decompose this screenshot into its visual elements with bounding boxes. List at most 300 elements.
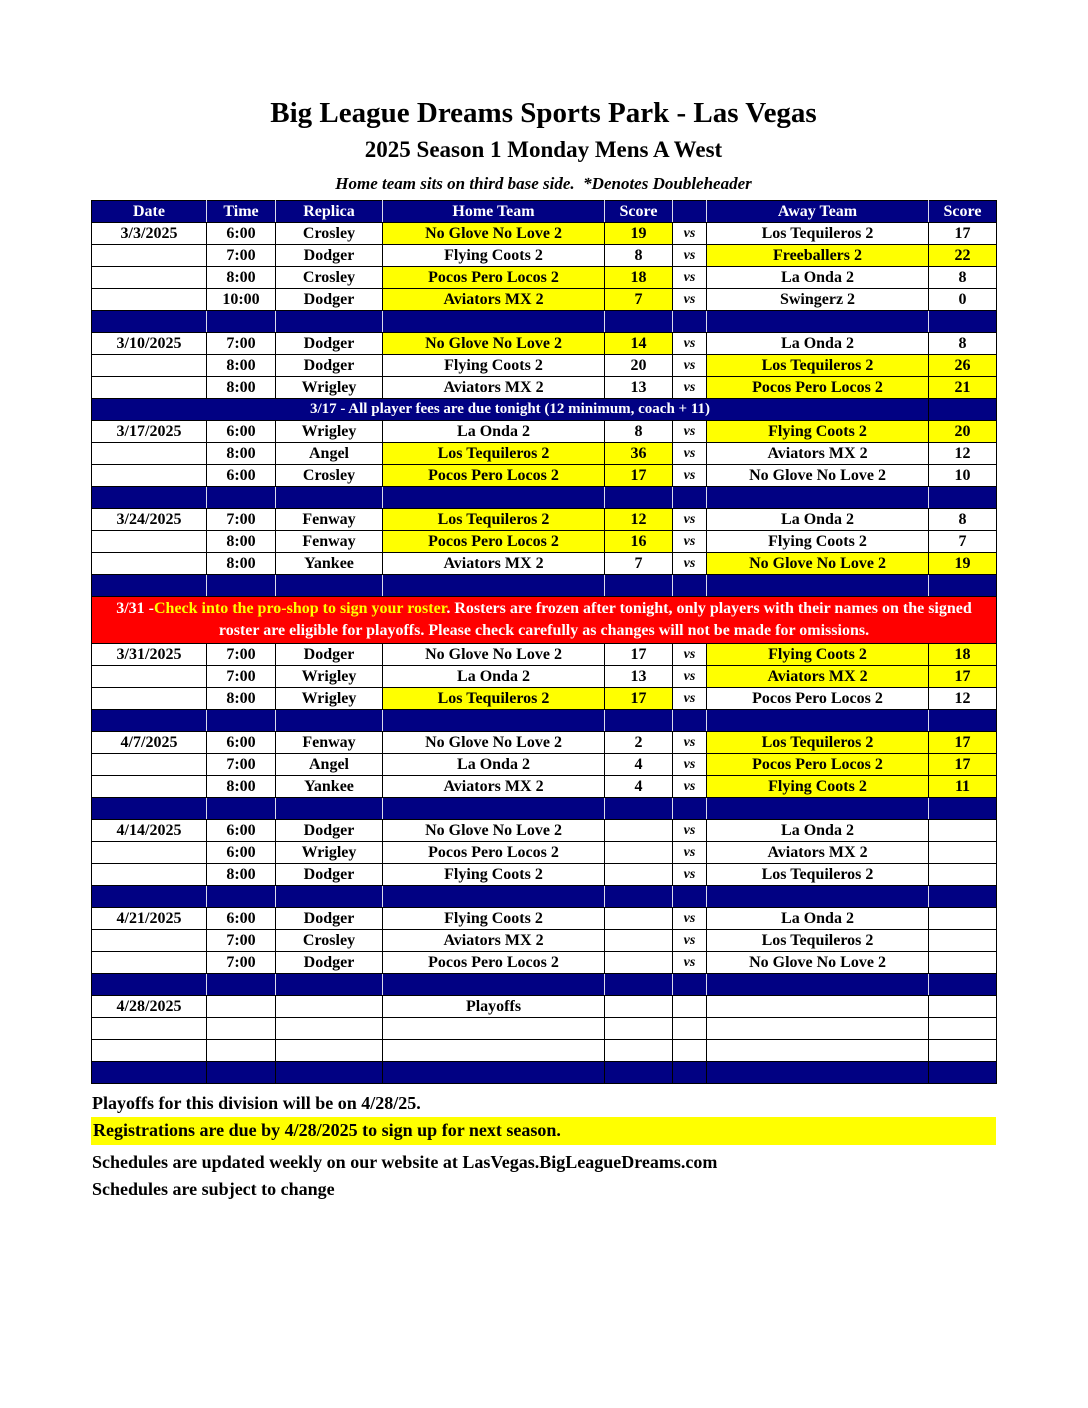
spacer-cell — [605, 973, 673, 995]
time-cell: 7:00 — [207, 643, 276, 665]
spacer-cell — [929, 1061, 997, 1083]
away-team-cell: Pocos Pero Locos 2 — [707, 753, 929, 775]
vs-cell: vs — [673, 354, 707, 376]
time-cell: 8:00 — [207, 775, 276, 797]
replica-cell: Dodger — [276, 643, 383, 665]
spacer-cell — [383, 885, 605, 907]
replica-cell: Wrigley — [276, 665, 383, 687]
away-team-cell: Los Tequileros 2 — [707, 863, 929, 885]
time-cell: 7:00 — [207, 951, 276, 973]
footer-playoffs-note: Playoffs for this division will be on 4/28/25. — [92, 1092, 421, 1113]
date-cell — [92, 244, 207, 266]
time-cell: 7:00 — [207, 244, 276, 266]
separator-row — [92, 310, 997, 332]
date-cell: 4/14/2025 — [92, 819, 207, 841]
away-score-cell: 19 — [929, 552, 997, 574]
header-cell: Home Team — [383, 200, 605, 222]
spacer-cell — [383, 709, 605, 731]
spacer-cell — [207, 486, 276, 508]
game-row — [92, 687, 997, 709]
time-cell: 8:00 — [207, 863, 276, 885]
spacer-cell — [92, 797, 207, 819]
time-cell: 8:00 — [207, 552, 276, 574]
date-cell — [92, 863, 207, 885]
spacer-cell — [707, 310, 929, 332]
spacer-cell — [605, 797, 673, 819]
spacer-cell — [929, 885, 997, 907]
away-team-cell: La Onda 2 — [707, 819, 929, 841]
away-team-cell: Los Tequileros 2 — [707, 731, 929, 753]
spacer-cell — [276, 885, 383, 907]
time-cell: 10:00 — [207, 288, 276, 310]
home-team-cell: No Glove No Love 2 — [383, 222, 605, 244]
away-score-cell: 21 — [929, 376, 997, 398]
date-cell — [92, 266, 207, 288]
date-cell — [92, 775, 207, 797]
away-team-cell: No Glove No Love 2 — [707, 552, 929, 574]
page-title: Big League Dreams Sports Park - Las Vegas — [270, 97, 817, 129]
spacer-cell — [673, 486, 707, 508]
home-team-cell: Flying Coots 2 — [383, 244, 605, 266]
roster-notice-text: 3/31 - — [116, 600, 154, 618]
game-row — [92, 376, 997, 398]
spacer-cell — [605, 1039, 673, 1061]
spacer-cell — [707, 1061, 929, 1083]
home-score-cell — [605, 841, 673, 863]
home-team-cell: No Glove No Love 2 — [383, 643, 605, 665]
vs-cell: vs — [673, 376, 707, 398]
time-cell: 8:00 — [207, 266, 276, 288]
replica-cell: Wrigley — [276, 841, 383, 863]
away-team-cell: Los Tequileros 2 — [707, 222, 929, 244]
away-team-cell: Los Tequileros 2 — [707, 929, 929, 951]
schedule-table-header — [92, 200, 997, 222]
spacer-cell — [605, 1061, 673, 1083]
spacer-cell — [92, 709, 207, 731]
away-team-cell: Flying Coots 2 — [707, 775, 929, 797]
spacer-cell — [673, 885, 707, 907]
time-cell: 8:00 — [207, 442, 276, 464]
replica-cell: Fenway — [276, 530, 383, 552]
home-score-cell: 18 — [605, 266, 673, 288]
home-score-cell: 19 — [605, 222, 673, 244]
vs-cell: vs — [673, 643, 707, 665]
time-cell: 7:00 — [207, 508, 276, 530]
vs-cell: vs — [673, 420, 707, 442]
away-team-cell: Los Tequileros 2 — [707, 354, 929, 376]
away-score-cell — [929, 907, 997, 929]
spacer-cell — [929, 486, 997, 508]
spacer-cell — [92, 1017, 207, 1039]
date-cell — [92, 951, 207, 973]
separator-row — [92, 709, 997, 731]
time-cell: 6:00 — [207, 731, 276, 753]
spacer-cell — [276, 973, 383, 995]
game-row — [92, 222, 997, 244]
footer — [91, 1093, 996, 1200]
home-team-cell: Pocos Pero Locos 2 — [383, 266, 605, 288]
game-row — [92, 266, 997, 288]
away-score-cell: 11 — [929, 775, 997, 797]
empty-row — [92, 1039, 997, 1061]
away-team-cell: Swingerz 2 — [707, 288, 929, 310]
date-cell — [92, 376, 207, 398]
spacer-cell — [383, 1017, 605, 1039]
game-row — [92, 907, 997, 929]
spacer-cell — [707, 1039, 929, 1061]
header-cell: Date — [92, 200, 207, 222]
game-row — [92, 951, 997, 973]
away-team-cell: Aviators MX 2 — [707, 442, 929, 464]
spacer-cell — [605, 1017, 673, 1039]
spacer-cell — [276, 574, 383, 596]
vs-cell: vs — [673, 819, 707, 841]
home-score-cell: 4 — [605, 775, 673, 797]
spacer-cell — [707, 797, 929, 819]
spacer-cell — [707, 709, 929, 731]
home-team-cell: La Onda 2 — [383, 665, 605, 687]
vs-cell: vs — [673, 288, 707, 310]
date-cell — [92, 665, 207, 687]
away-team-cell: Freeballers 2 — [707, 244, 929, 266]
vs-cell: vs — [673, 332, 707, 354]
spacer-cell — [605, 310, 673, 332]
home-team-cell: Flying Coots 2 — [383, 863, 605, 885]
date-cell — [92, 530, 207, 552]
away-score-cell: 20 — [929, 420, 997, 442]
home-team-cell: Pocos Pero Locos 2 — [383, 530, 605, 552]
spacer-cell — [276, 797, 383, 819]
spacer-cell — [276, 709, 383, 731]
home-team-cell: No Glove No Love 2 — [383, 731, 605, 753]
spacer-cell — [929, 574, 997, 596]
game-row — [92, 332, 997, 354]
home-score-cell: 4 — [605, 753, 673, 775]
away-team-cell: Flying Coots 2 — [707, 420, 929, 442]
date-cell: 3/17/2025 — [92, 420, 207, 442]
home-score-cell: 12 — [605, 508, 673, 530]
away-score-cell: 7 — [929, 530, 997, 552]
game-row — [92, 665, 997, 687]
replica-cell: Crosley — [276, 929, 383, 951]
separator-row — [92, 973, 997, 995]
game-row — [92, 420, 997, 442]
vs-cell: vs — [673, 530, 707, 552]
spacer-cell — [605, 885, 673, 907]
spacer-cell — [92, 1039, 207, 1061]
replica-cell: Fenway — [276, 508, 383, 530]
spacer-cell — [929, 310, 997, 332]
away-score-cell: 8 — [929, 266, 997, 288]
away-team-cell: La Onda 2 — [707, 907, 929, 929]
home-score-cell: 36 — [605, 442, 673, 464]
time-cell — [207, 995, 276, 1017]
spacer-cell — [929, 709, 997, 731]
replica-cell: Dodger — [276, 354, 383, 376]
header-cell: Score — [929, 200, 997, 222]
home-team-cell: No Glove No Love 2 — [383, 819, 605, 841]
time-cell: 8:00 — [207, 354, 276, 376]
away-score-cell: 18 — [929, 643, 997, 665]
date-cell: 4/28/2025 — [92, 995, 207, 1017]
vs-cell: vs — [673, 442, 707, 464]
spacer-cell — [276, 1061, 383, 1083]
home-team-cell: Pocos Pero Locos 2 — [383, 841, 605, 863]
home-team-cell: Aviators MX 2 — [383, 929, 605, 951]
replica-cell: Dodger — [276, 863, 383, 885]
game-row — [92, 995, 997, 1017]
home-score-cell: 17 — [605, 464, 673, 486]
replica-cell: Dodger — [276, 288, 383, 310]
time-cell: 6:00 — [207, 464, 276, 486]
spacer-cell — [605, 486, 673, 508]
spacer-cell — [605, 709, 673, 731]
spacer-cell — [383, 797, 605, 819]
home-score-cell: 14 — [605, 332, 673, 354]
separator-row — [92, 885, 997, 907]
time-cell: 7:00 — [207, 332, 276, 354]
home-team-cell: La Onda 2 — [383, 420, 605, 442]
away-team-cell: Pocos Pero Locos 2 — [707, 376, 929, 398]
date-cell: 3/24/2025 — [92, 508, 207, 530]
game-row — [92, 464, 997, 486]
home-team-cell: Aviators MX 2 — [383, 775, 605, 797]
game-row — [92, 288, 997, 310]
vs-cell: vs — [673, 222, 707, 244]
replica-cell: Angel — [276, 753, 383, 775]
away-team-cell: Pocos Pero Locos 2 — [707, 687, 929, 709]
spacer-cell — [673, 1061, 707, 1083]
away-score-cell — [929, 863, 997, 885]
spacer-cell — [929, 1017, 997, 1039]
home-team-cell: No Glove No Love 2 — [383, 332, 605, 354]
replica-cell: Crosley — [276, 222, 383, 244]
spacer-cell — [929, 1039, 997, 1061]
spacer-cell — [92, 310, 207, 332]
header-cell: Score — [605, 200, 673, 222]
schedule-table — [91, 200, 997, 1084]
spacer-cell — [707, 574, 929, 596]
game-row — [92, 819, 997, 841]
replica-cell: Crosley — [276, 266, 383, 288]
replica-cell: Wrigley — [276, 376, 383, 398]
spacer-cell — [707, 1017, 929, 1039]
home-team-cell: Pocos Pero Locos 2 — [383, 464, 605, 486]
footer-change-note: Schedules are subject to change — [92, 1178, 335, 1199]
date-cell — [92, 442, 207, 464]
vs-cell: vs — [673, 665, 707, 687]
date-cell — [92, 552, 207, 574]
away-score-cell: 0 — [929, 288, 997, 310]
home-score-cell: 13 — [605, 376, 673, 398]
vs-cell: vs — [673, 775, 707, 797]
home-score-cell: 7 — [605, 288, 673, 310]
away-team-cell — [707, 995, 929, 1017]
game-row — [92, 929, 997, 951]
spacer-cell — [707, 885, 929, 907]
home-score-cell — [605, 907, 673, 929]
date-cell: 4/7/2025 — [92, 731, 207, 753]
footer-registration-note: Registrations are due by 4/28/2025 to sign up for next season. — [91, 1117, 996, 1145]
spacer-cell — [92, 885, 207, 907]
spacer-cell — [673, 797, 707, 819]
game-row — [92, 775, 997, 797]
spacer-cell — [207, 1061, 276, 1083]
spacer-cell — [605, 574, 673, 596]
spacer-cell — [929, 973, 997, 995]
spacer-cell — [707, 973, 929, 995]
home-score-cell: 8 — [605, 420, 673, 442]
time-cell: 7:00 — [207, 929, 276, 951]
spacer-cell — [383, 1061, 605, 1083]
away-score-cell — [929, 841, 997, 863]
roster-notice-cell — [92, 596, 997, 643]
page-subtitle: 2025 Season 1 Monday Mens A West — [364, 137, 723, 163]
vs-cell: vs — [673, 863, 707, 885]
home-score-cell: 17 — [605, 643, 673, 665]
home-score-cell — [605, 863, 673, 885]
home-score-cell — [605, 819, 673, 841]
spacer-cell — [929, 797, 997, 819]
time-cell: 7:00 — [207, 665, 276, 687]
vs-cell: vs — [673, 929, 707, 951]
time-cell: 6:00 — [207, 819, 276, 841]
game-row — [92, 244, 997, 266]
date-cell — [92, 687, 207, 709]
time-cell: 6:00 — [207, 907, 276, 929]
away-team-cell: No Glove No Love 2 — [707, 464, 929, 486]
away-team-cell: La Onda 2 — [707, 266, 929, 288]
spacer-cell — [207, 574, 276, 596]
game-row — [92, 731, 997, 753]
home-score-cell — [605, 995, 673, 1017]
spacer-cell — [92, 486, 207, 508]
spacer-cell — [276, 486, 383, 508]
replica-cell: Crosley — [276, 464, 383, 486]
away-team-cell: Aviators MX 2 — [707, 665, 929, 687]
home-team-cell: Flying Coots 2 — [383, 907, 605, 929]
replica-cell: Wrigley — [276, 687, 383, 709]
away-score-cell: 22 — [929, 244, 997, 266]
vs-cell: vs — [673, 841, 707, 863]
vs-cell — [673, 995, 707, 1017]
time-cell: 6:00 — [207, 222, 276, 244]
away-team-cell: Flying Coots 2 — [707, 643, 929, 665]
vs-cell: vs — [673, 687, 707, 709]
home-team-cell: Aviators MX 2 — [383, 376, 605, 398]
spacer-cell — [276, 1017, 383, 1039]
home-team-cell: Los Tequileros 2 — [383, 687, 605, 709]
home-score-cell: 8 — [605, 244, 673, 266]
replica-cell: Dodger — [276, 907, 383, 929]
spacer-cell — [673, 310, 707, 332]
header-cell: Replica — [276, 200, 383, 222]
game-row — [92, 552, 997, 574]
home-team-cell: Aviators MX 2 — [383, 552, 605, 574]
home-team-cell: Flying Coots 2 — [383, 354, 605, 376]
home-score-cell: 17 — [605, 687, 673, 709]
time-cell: 8:00 — [207, 376, 276, 398]
replica-cell: Fenway — [276, 731, 383, 753]
footer-website-note: Schedules are updated weekly on our website at LasVegas.BigLeagueDreams.com — [92, 1151, 718, 1172]
home-team-cell: La Onda 2 — [383, 753, 605, 775]
away-score-cell: 17 — [929, 731, 997, 753]
game-row — [92, 530, 997, 552]
away-score-cell: 8 — [929, 508, 997, 530]
home-score-cell — [605, 951, 673, 973]
away-score-cell: 17 — [929, 665, 997, 687]
away-team-cell: La Onda 2 — [707, 332, 929, 354]
date-cell — [92, 354, 207, 376]
vs-cell: vs — [673, 552, 707, 574]
separator-row — [92, 486, 997, 508]
date-cell: 3/3/2025 — [92, 222, 207, 244]
away-team-cell: Flying Coots 2 — [707, 530, 929, 552]
header-row — [92, 200, 997, 222]
spacer-cell — [673, 973, 707, 995]
vs-cell: vs — [673, 907, 707, 929]
away-score-cell: 8 — [929, 332, 997, 354]
spacer-cell — [276, 1039, 383, 1061]
spacer-cell — [383, 973, 605, 995]
empty-row — [92, 1017, 997, 1039]
away-score-cell — [929, 951, 997, 973]
away-team-cell: La Onda 2 — [707, 508, 929, 530]
away-score-cell: 17 — [929, 222, 997, 244]
date-cell — [92, 929, 207, 951]
spacer-cell — [383, 486, 605, 508]
spacer-cell — [673, 574, 707, 596]
header-cell: Away Team — [707, 200, 929, 222]
fees-note-cell: 3/17 - All player fees are due tonight (12 minimum, coach + 11) — [92, 398, 929, 420]
date-cell — [92, 841, 207, 863]
time-cell: 6:00 — [207, 841, 276, 863]
separator-row — [92, 1061, 997, 1083]
game-row — [92, 643, 997, 665]
vs-cell: vs — [673, 508, 707, 530]
game-row — [92, 753, 997, 775]
date-cell: 3/31/2025 — [92, 643, 207, 665]
spacer-cell — [673, 709, 707, 731]
spacer-cell — [276, 310, 383, 332]
home-score-cell: 7 — [605, 552, 673, 574]
replica-cell: Yankee — [276, 552, 383, 574]
away-score-cell: 17 — [929, 753, 997, 775]
fees-note-row — [92, 398, 997, 420]
spacer-cell — [383, 310, 605, 332]
separator-row — [92, 574, 997, 596]
time-cell: 8:00 — [207, 530, 276, 552]
spacer-cell — [92, 1061, 207, 1083]
vs-cell: vs — [673, 731, 707, 753]
replica-cell: Dodger — [276, 244, 383, 266]
replica-cell: Dodger — [276, 332, 383, 354]
away-team-cell: No Glove No Love 2 — [707, 951, 929, 973]
spacer-cell — [673, 1017, 707, 1039]
replica-cell: Angel — [276, 442, 383, 464]
spacer-cell — [207, 310, 276, 332]
spacer-cell — [92, 973, 207, 995]
vs-cell: vs — [673, 244, 707, 266]
away-score-cell — [929, 819, 997, 841]
away-score-cell: 12 — [929, 442, 997, 464]
home-team-cell: Los Tequileros 2 — [383, 442, 605, 464]
replica-cell: Wrigley — [276, 420, 383, 442]
home-score-cell: 20 — [605, 354, 673, 376]
vs-cell: vs — [673, 266, 707, 288]
vs-cell: vs — [673, 464, 707, 486]
roster-notice-text: Check into the pro-shop to sign your roster — [154, 600, 447, 618]
